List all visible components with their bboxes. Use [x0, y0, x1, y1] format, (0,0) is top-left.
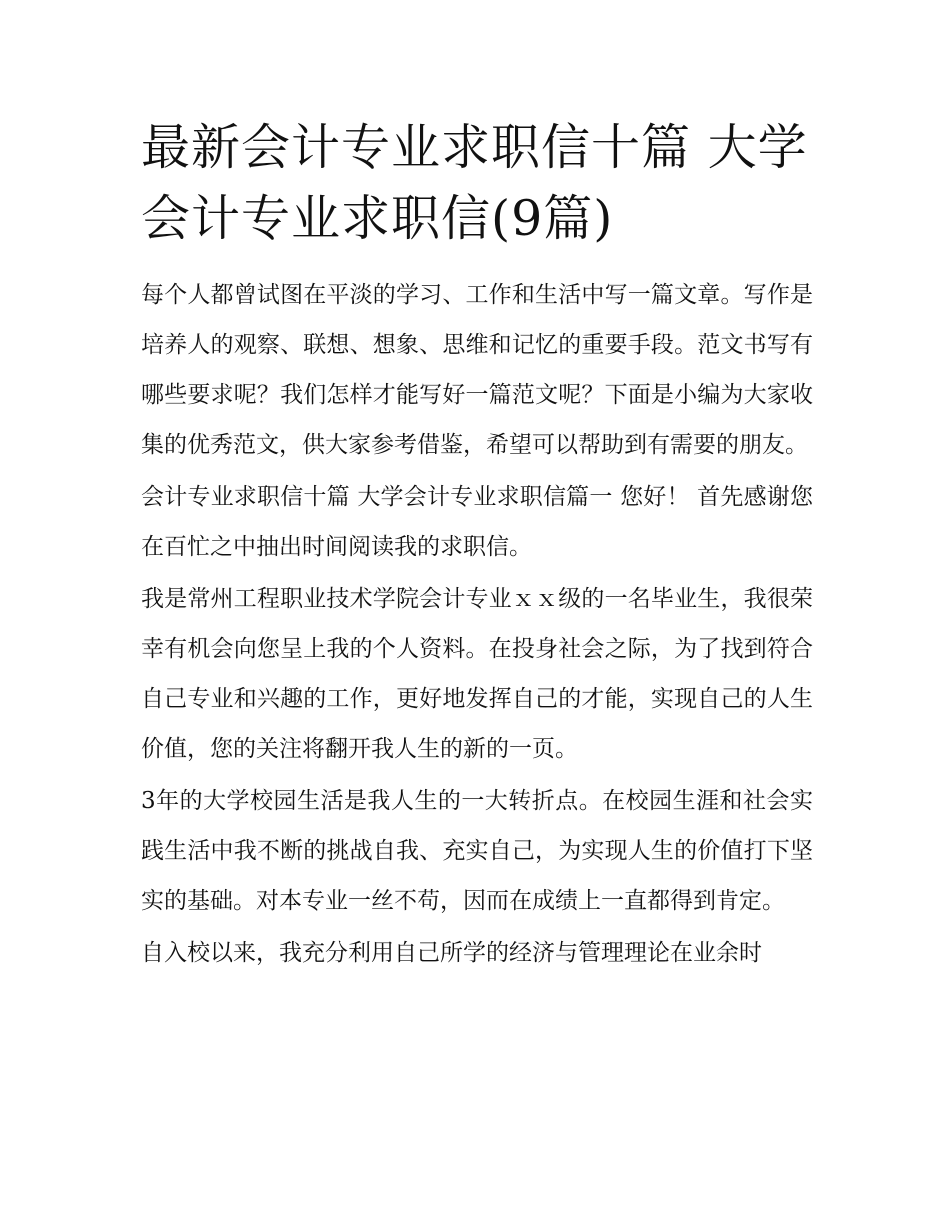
paragraph-intro: 每个人都曾试图在平淡的学习、工作和生活中写一篇文章。写作是培养人的观察、联想、想象、思维和记忆的重要手段。范文书写有哪些要求呢？我们怎样才能写好一篇范文呢？下面是小编为大家收集的优秀范文，供大家参考借鉴，希望可以帮助到有需要的朋友。 [141, 282, 813, 458]
paragraph-self-introduction: 我是常州工程职业技术学院会计专业ｘｘ级的一名毕业生，我很荣幸有机会向您呈上我的个人资料。在投身社会之际，为了找到符合自己专业和兴趣的工作，更好地发挥自己的才能，实现自己的人生价值，您的关注将翻开我人生的新的一页。 [141, 586, 813, 762]
document-body [141, 112, 813, 980]
paragraph-greeting: 会计专业求职信十篇 大学会计专业求职信篇一 您好！ 首先感谢您在百忙之中抽出时间阅读我的求职信。 [141, 484, 813, 560]
paragraph-since-enrollment: 自入校以来，我充分利用自己所学的经济与管理理论在业余时 [141, 940, 762, 966]
paragraph-college-life: 3年的大学校园生活是我人生的一大转折点。在校园生涯和社会实践生活中我不断的挑战自我、充实自己，为实现人生的价值打下坚实的基础。对本专业一丝不苟，因而在成绩上一直都得到肯定。 [141, 788, 813, 914]
document-title: 最新会计专业求职信十篇 大学会计专业求职信(9篇) [141, 119, 808, 247]
